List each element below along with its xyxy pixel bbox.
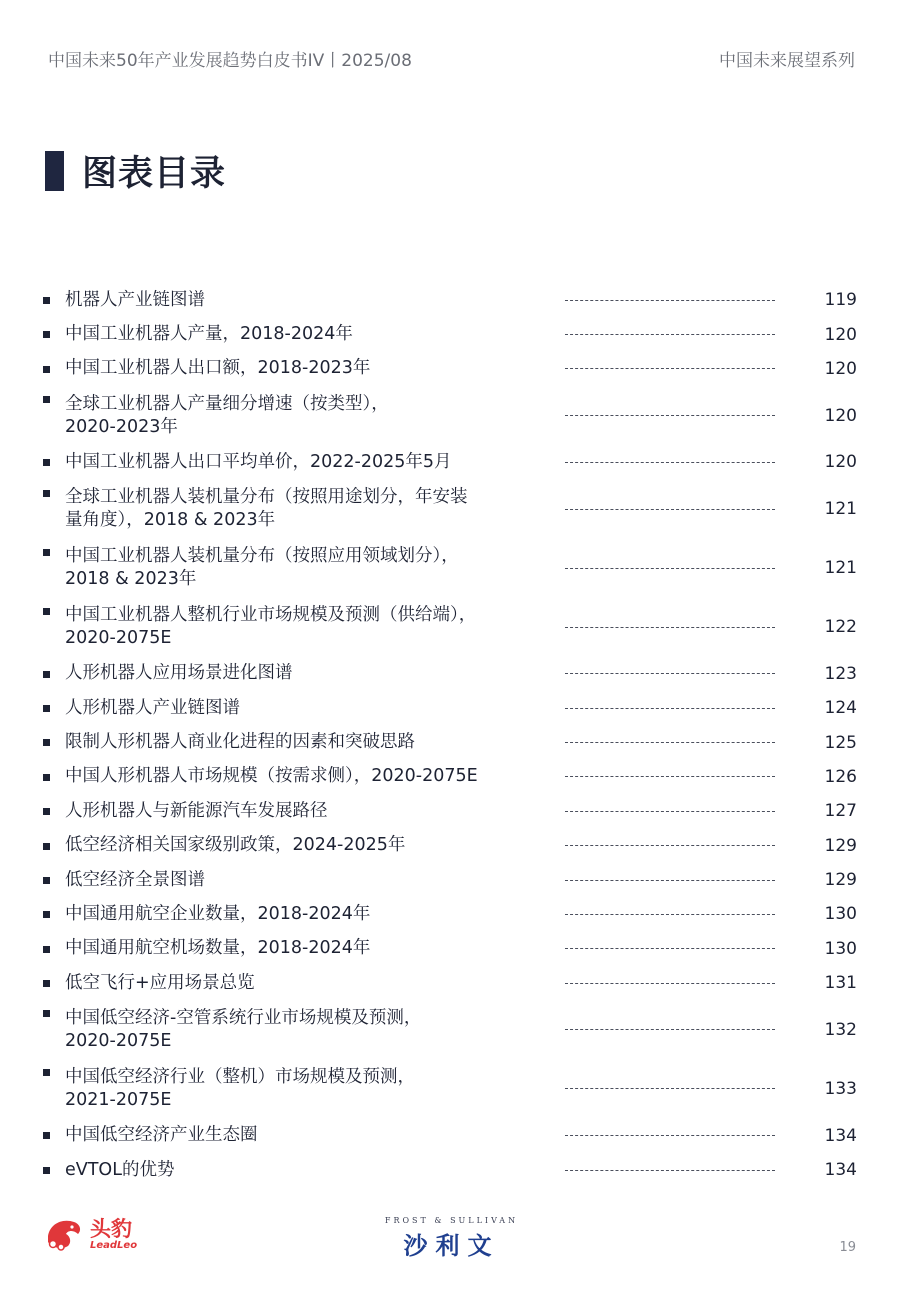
square-bullet-icon <box>43 490 50 497</box>
toc-entry-page: 132 <box>824 1019 857 1040</box>
toc-entry-label <box>65 393 543 439</box>
dotted-leader <box>565 845 775 846</box>
toc-entry[interactable] <box>43 863 863 897</box>
toc-entry[interactable] <box>43 480 863 539</box>
toc-entry-label-line: 2018 & 2023年 <box>65 569 197 590</box>
toc-entry-label-line: 低空经济相关国家级别政策，2024-2025年 <box>65 835 406 856</box>
toc-entry-label-line: 限制人形机器人商业化进程的因素和突破思路 <box>65 732 415 753</box>
toc-entry[interactable] <box>43 1000 863 1059</box>
toc-entry[interactable] <box>43 352 863 386</box>
dotted-leader <box>565 673 775 674</box>
toc-entry-label <box>65 486 543 532</box>
figure-index-list <box>43 283 863 1187</box>
toc-entry-label <box>65 697 543 720</box>
toc-entry-label-line: 中国工业机器人出口额，2018-2023年 <box>65 358 371 379</box>
toc-entry-label <box>65 357 543 380</box>
toc-entry-label-line: eVTOL的优势 <box>65 1159 175 1180</box>
toc-entry-page: 124 <box>824 698 857 719</box>
square-bullet-icon <box>43 739 50 746</box>
toc-entry[interactable] <box>43 1153 863 1187</box>
toc-entry[interactable] <box>43 657 863 691</box>
brand-name-cn: 头豹 <box>90 1216 132 1241</box>
dotted-leader <box>565 1135 775 1136</box>
toc-entry-page: 120 <box>824 324 857 345</box>
square-bullet-icon <box>43 705 50 712</box>
square-bullet-icon <box>43 1010 50 1017</box>
toc-entry-label <box>65 451 543 474</box>
toc-entry-page: 123 <box>824 663 857 684</box>
dotted-leader <box>565 880 775 881</box>
page-number: 19 <box>839 1240 856 1255</box>
square-bullet-icon <box>43 459 50 466</box>
square-bullet-icon <box>43 549 50 556</box>
toc-entry[interactable] <box>43 539 863 598</box>
toc-entry-label <box>65 869 543 892</box>
dotted-leader <box>565 462 775 463</box>
toc-entry-page: 120 <box>824 452 857 473</box>
square-bullet-icon <box>43 1132 50 1139</box>
square-bullet-icon <box>43 911 50 918</box>
toc-entry[interactable] <box>43 897 863 931</box>
toc-entry[interactable] <box>43 317 863 351</box>
toc-entry-label-line: 中国通用航空企业数量，2018-2024年 <box>65 903 371 924</box>
dotted-leader <box>565 914 775 915</box>
dotted-leader <box>565 415 775 416</box>
toc-entry-label <box>65 323 543 346</box>
square-bullet-icon <box>43 366 50 373</box>
toc-entry-page: 134 <box>824 1125 857 1146</box>
square-bullet-icon <box>43 1069 50 1076</box>
toc-entry-page: 122 <box>824 617 857 638</box>
toc-entry-page: 121 <box>824 558 857 579</box>
toc-entry[interactable] <box>43 1059 863 1118</box>
dotted-leader <box>565 742 775 743</box>
toc-entry-label-line: 中国通用航空机场数量，2018-2024年 <box>65 938 371 959</box>
toc-entry-label-line: 中国工业机器人整机行业市场规模及预测（供给端）， <box>65 605 477 626</box>
toc-entry-label-line: 人形机器人产业链图谱 <box>65 697 240 718</box>
square-bullet-icon <box>43 877 50 884</box>
partner-name-en: FROST & SULLIVAN <box>384 1216 519 1225</box>
dotted-leader <box>565 1088 775 1089</box>
dotted-leader <box>565 334 775 335</box>
toc-entry-page: 133 <box>824 1078 857 1099</box>
dotted-leader <box>565 368 775 369</box>
dotted-leader <box>565 983 775 984</box>
toc-entry-label <box>65 1007 543 1053</box>
dotted-leader <box>565 811 775 812</box>
toc-entry-label-line: 人形机器人应用场景进化图谱 <box>65 663 293 684</box>
leopard-logo-icon <box>44 1216 84 1252</box>
toc-entry-label <box>65 903 543 926</box>
toc-entry-label-line: 2020-2075E <box>65 628 172 649</box>
toc-entry-page: 129 <box>824 870 857 891</box>
toc-entry-page: 130 <box>824 938 857 959</box>
toc-entry-page: 121 <box>824 499 857 520</box>
square-bullet-icon <box>43 843 50 850</box>
toc-entry[interactable] <box>43 283 863 317</box>
toc-entry-label <box>65 937 543 960</box>
brand-name-en: LeadLeo <box>90 1239 138 1251</box>
square-bullet-icon <box>43 774 50 781</box>
dotted-leader <box>565 1170 775 1171</box>
toc-entry-page: 125 <box>824 732 857 753</box>
page-title: 图表目录 <box>82 154 227 194</box>
toc-entry-label-line: 中国人形机器人市场规模（按需求侧），2020-2075E <box>65 766 478 787</box>
toc-entry-label <box>65 765 543 788</box>
toc-entry-label-line: 2021-2075E <box>65 1089 172 1110</box>
toc-entry-label-line: 中国低空经济行业（整机）市场规模及预测， <box>65 1066 415 1087</box>
dotted-leader <box>565 1029 775 1030</box>
toc-entry-label-line: 全球工业机器人装机量分布（按照用途划分，年安装 <box>65 487 468 508</box>
toc-entry-label-line: 2020-2023年 <box>65 416 178 437</box>
square-bullet-icon <box>43 980 50 987</box>
toc-entry-page: 119 <box>824 290 857 311</box>
partner-name-cn: 沙利文 <box>403 1232 500 1260</box>
header-series-name: 中国未来展望系列 <box>719 51 855 71</box>
toc-entry-label-line: 全球工业机器人产量细分增速（按类型）， <box>65 393 389 414</box>
toc-entry-page: 131 <box>824 973 857 994</box>
toc-entry-label <box>65 662 543 685</box>
toc-entry-label-line: 量角度），2018 & 2023年 <box>65 510 276 531</box>
toc-entry[interactable] <box>43 1118 863 1152</box>
square-bullet-icon <box>43 808 50 815</box>
square-bullet-icon <box>43 1167 50 1174</box>
toc-entry[interactable] <box>43 794 863 828</box>
toc-entry-label <box>65 834 543 857</box>
toc-entry-label <box>65 731 543 754</box>
toc-entry-page: 127 <box>824 801 857 822</box>
toc-entry-label <box>65 289 543 312</box>
toc-entry-label-line: 人形机器人与新能源汽车发展路径 <box>65 800 328 821</box>
toc-entry[interactable] <box>43 445 863 479</box>
toc-entry[interactable] <box>43 966 863 1000</box>
square-bullet-icon <box>43 671 50 678</box>
toc-entry-label-line: 机器人产业链图谱 <box>65 289 205 310</box>
toc-entry-label <box>65 800 543 823</box>
toc-entry[interactable] <box>43 386 863 445</box>
toc-entry[interactable] <box>43 932 863 966</box>
toc-entry[interactable] <box>43 725 863 759</box>
toc-entry[interactable] <box>43 760 863 794</box>
toc-entry-page: 120 <box>824 405 857 426</box>
dotted-leader <box>565 627 775 628</box>
toc-entry-page: 129 <box>824 835 857 856</box>
dotted-leader <box>565 300 775 301</box>
toc-entry-label-line: 中国低空经济-空管系统行业市场规模及预测， <box>65 1007 422 1028</box>
toc-entry-label <box>65 1066 543 1112</box>
dotted-leader <box>565 776 775 777</box>
dotted-leader <box>565 948 775 949</box>
title-accent-bar <box>45 151 64 191</box>
toc-entry-label-line: 中国工业机器人出口平均单价，2022-2025年5月 <box>65 451 452 472</box>
toc-entry-label <box>65 1159 543 1182</box>
toc-entry-label <box>65 604 543 650</box>
toc-entry-page: 134 <box>824 1160 857 1181</box>
dotted-leader <box>565 568 775 569</box>
toc-entry-page: 126 <box>824 766 857 787</box>
toc-entry[interactable] <box>43 829 863 863</box>
dotted-leader <box>565 708 775 709</box>
leadleo-logo <box>44 1216 137 1252</box>
toc-entry-label <box>65 545 543 591</box>
toc-entry-label-line: 低空飞行+应用场景总览 <box>65 972 255 993</box>
toc-entry-page: 130 <box>824 904 857 925</box>
toc-entry-label <box>65 1124 543 1147</box>
toc-entry-page: 120 <box>824 358 857 379</box>
toc-entry-label-line: 2020-2075E <box>65 1030 172 1051</box>
toc-entry-label <box>65 972 543 995</box>
section-title-block <box>45 150 226 192</box>
dotted-leader <box>565 509 775 510</box>
toc-entry-label-line: 中国工业机器人装机量分布（按照应用领域划分）， <box>65 546 459 567</box>
frost-sullivan-logo <box>384 1216 519 1261</box>
header-report-title: 中国未来50年产业发展趋势白皮书IV丨2025/08 <box>48 51 412 71</box>
toc-entry[interactable] <box>43 691 863 725</box>
square-bullet-icon <box>43 946 50 953</box>
square-bullet-icon <box>43 396 50 403</box>
square-bullet-icon <box>43 608 50 615</box>
square-bullet-icon <box>43 331 50 338</box>
toc-entry-label-line: 中国工业机器人产量，2018-2024年 <box>65 324 353 345</box>
toc-entry-label-line: 中国低空经济产业生态圈 <box>65 1125 258 1146</box>
square-bullet-icon <box>43 297 50 304</box>
toc-entry[interactable] <box>43 598 863 657</box>
toc-entry-label-line: 低空经济全景图谱 <box>65 869 205 890</box>
